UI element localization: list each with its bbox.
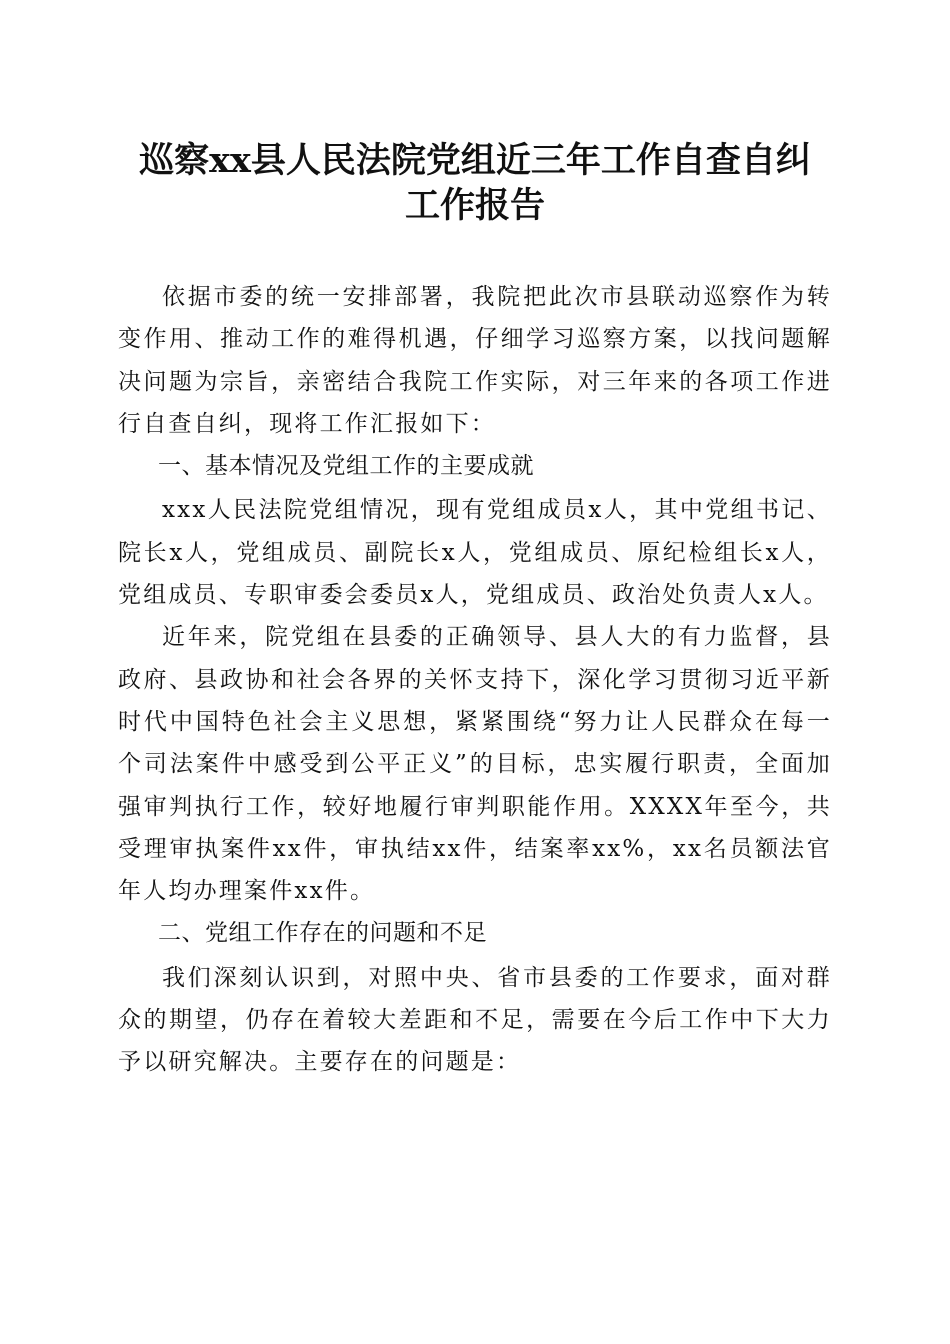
intro-paragraph: 依据市委的统一安排部署，我院把此次市县联动巡察作为转变作用、推动工作的难得机遇，仔细学习巡察方案，以找问题解决问题为宗旨，亲密结合我院工作实际，对三年来的各项工作进行自查自纠，现将工作汇报如下：	[118, 284, 832, 437]
document-body	[118, 276, 832, 1084]
section-2-heading: 二、党组工作存在的问题和不足	[158, 920, 487, 947]
section-1-paragraph-1: xxx人民法院党组情况，现有党组成员x人，其中党组书记、院长x人，党组成员、副院长x人，党组成员、原纪检组长x人，党组成员、专职审委会委员x人，党组成员、政治处负责人x人。	[118, 497, 832, 609]
section-1-paragraph-2: 近年来，院党组在县委的正确领导、县人大的有力监督，县政府、县政协和社会各界的关怀支持下，深化学习贯彻习近平新时代中国特色社会主义思想，紧紧围绕“努力让人民群众在每一个司法案件中感受到公平正义”的目标，忠实履行职责，全面加强审判执行工作，较好地履行审判职能作用。XXXX年至今，共受理审执案件xx件，审执结xx件，结案率xx%，xx名员额法官年人均办理案件xx件。	[118, 624, 832, 905]
document-title-line-2: 工作报告	[404, 185, 545, 226]
section-1-heading: 一、基本情况及党组工作的主要成就	[158, 453, 534, 480]
document-title-line-1: 巡察xx县人民法院党组近三年工作自查自纠	[139, 140, 811, 181]
section-2-paragraph-1: 我们深刻认识到，对照中央、省市县委的工作要求，面对群众的期望，仍存在着较大差距和不足，需要在今后工作中下大力予以研究解决。主要存在的问题是：	[118, 964, 832, 1076]
